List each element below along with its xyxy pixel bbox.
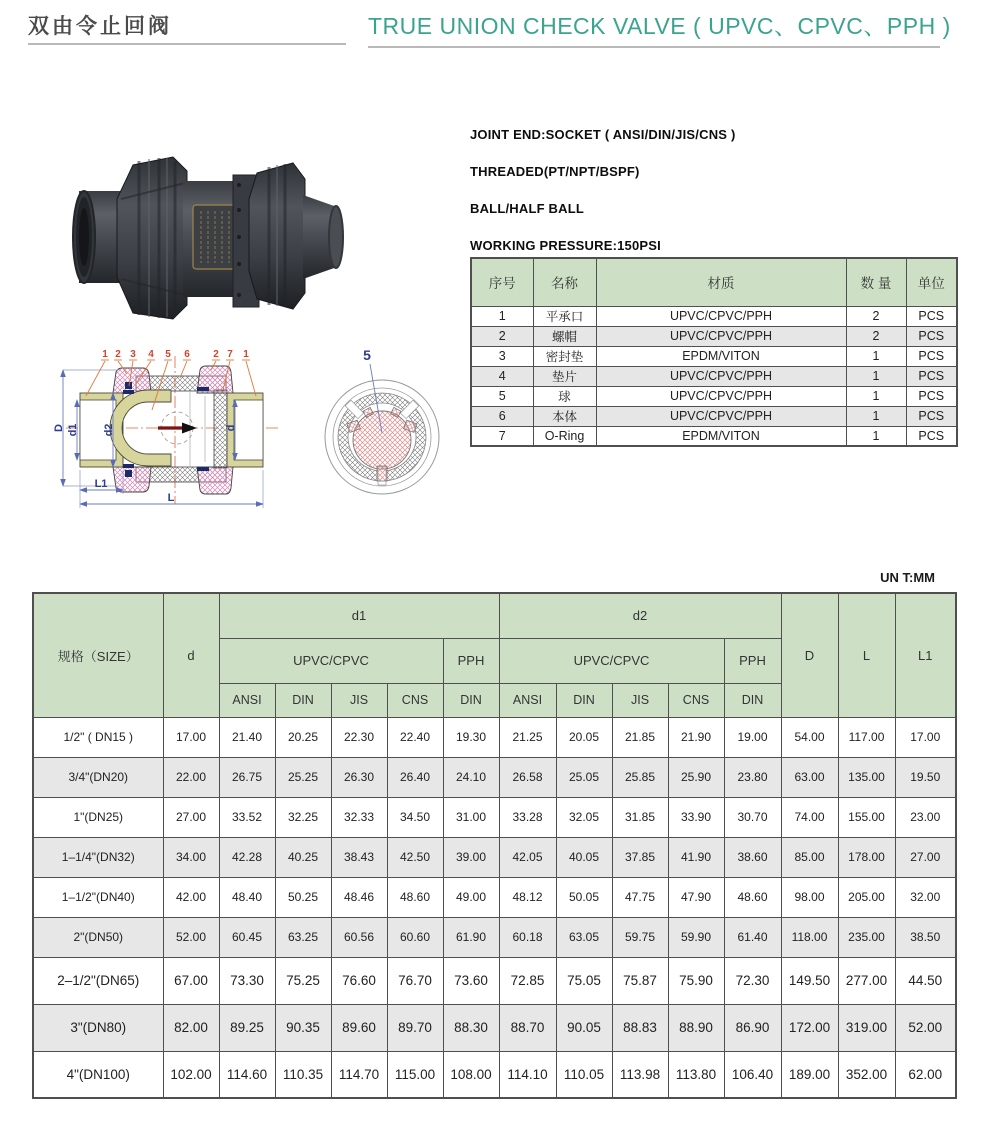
part-name: 球 [533, 386, 596, 406]
part-name: O-Ring [533, 426, 596, 446]
dim-L: 277.00 [838, 957, 895, 1004]
dim-label-L1: L1 [94, 478, 108, 490]
dim-D: 98.00 [781, 877, 838, 917]
group-upvc-cpvc-d1: UPVC/CPVC [219, 638, 443, 683]
dim-d1-cns: 22.40 [387, 717, 443, 757]
dim-label-D: D [53, 424, 65, 432]
part-name: 密封垫 [533, 346, 596, 366]
dim-d1-jis: 48.46 [331, 877, 387, 917]
dim-d2-pph-din: 23.80 [724, 757, 781, 797]
part-unit: PCS [906, 346, 957, 366]
dim-d2-jis: 25.85 [612, 757, 668, 797]
part-name: 平承口 [533, 306, 596, 326]
dim-d: 102.00 [163, 1051, 219, 1098]
dimension-table-row [33, 837, 956, 877]
parts-table-row [471, 306, 957, 326]
dim-d1-jis: 32.33 [331, 797, 387, 837]
parts-table-row [471, 366, 957, 386]
dim-d1-jis: 22.30 [331, 717, 387, 757]
part-no: 1 [471, 306, 533, 326]
parts-table-body [471, 306, 957, 446]
spec-line: BALL/HALF BALL [470, 201, 584, 216]
dim-size: 2–1/2"(DN65) [33, 957, 163, 1004]
group-d1: d1 [219, 593, 499, 638]
dim-d2-jis: 31.85 [612, 797, 668, 837]
dim-d2-cns: 25.90 [668, 757, 724, 797]
dim-d1-ansi: 21.40 [219, 717, 275, 757]
part-number: 4 [148, 349, 154, 360]
part-number: 5 [165, 349, 171, 360]
spec-line: WORKING PRESSURE:150PSI [470, 238, 661, 253]
dim-d1-din: 40.25 [275, 837, 331, 877]
parts-header-cell: 序号 [471, 258, 533, 306]
dim-d2-cns: 88.90 [668, 1004, 724, 1051]
part-qty: 2 [846, 306, 906, 326]
dim-size: 2"(DN50) [33, 917, 163, 957]
dim-d2-cns: 59.90 [668, 917, 724, 957]
dim-d2-din: 110.05 [556, 1051, 612, 1098]
dimension-table-row [33, 957, 956, 1004]
group-upvc-cpvc-d2: UPVC/CPVC [499, 638, 724, 683]
dim-d1-cns: 34.50 [387, 797, 443, 837]
dim-size: 4"(DN100) [33, 1051, 163, 1098]
parts-table [470, 257, 958, 447]
part-unit: PCS [906, 366, 957, 386]
spec-text-block [470, 116, 736, 264]
dim-d2-ansi: 72.85 [499, 957, 556, 1004]
parts-header-cell: 数 量 [846, 258, 906, 306]
part-material: UPVC/CPVC/PPH [596, 326, 846, 346]
dim-d1-din: 63.25 [275, 917, 331, 957]
dim-label-d: d [225, 424, 237, 432]
dim-d1-din: 32.25 [275, 797, 331, 837]
dim-d2-ansi: 88.70 [499, 1004, 556, 1051]
dim-label-L: L [167, 492, 175, 504]
dim-d1-ansi: 89.25 [219, 1004, 275, 1051]
dim-d2-ansi: 114.10 [499, 1051, 556, 1098]
standard-header-cell: DIN [556, 683, 612, 717]
dim-D: 63.00 [781, 757, 838, 797]
dim-L1: 32.00 [895, 877, 956, 917]
part-qty: 2 [846, 326, 906, 346]
dim-d1-pph-din: 24.10 [443, 757, 499, 797]
part-number: 1 [102, 349, 108, 360]
part-number: 1 [243, 349, 249, 360]
valve-photo-graphic [73, 157, 343, 319]
dim-d2-cns: 113.80 [668, 1051, 724, 1098]
part-qty: 1 [846, 426, 906, 446]
part-qty: 1 [846, 346, 906, 366]
dim-d2-din: 63.05 [556, 917, 612, 957]
dim-d: 17.00 [163, 717, 219, 757]
part-unit: PCS [906, 406, 957, 426]
page-title-english: TRUE UNION CHECK VALVE ( UPVC、CPVC、PPH ) [368, 13, 951, 39]
dim-d1-pph-din: 108.00 [443, 1051, 499, 1098]
part-material: EPDM/VITON [596, 426, 846, 446]
parts-header-cell: 材质 [596, 258, 846, 306]
col-size: 规格（SIZE） [33, 593, 163, 717]
dim-D: 172.00 [781, 1004, 838, 1051]
dim-L: 319.00 [838, 1004, 895, 1051]
dim-d1-pph-din: 19.30 [443, 717, 499, 757]
dim-L1: 27.00 [895, 837, 956, 877]
parts-header-cell: 单位 [906, 258, 957, 306]
dim-d2-jis: 113.98 [612, 1051, 668, 1098]
dim-d1-cns: 42.50 [387, 837, 443, 877]
part-name: 垫片 [533, 366, 596, 386]
dim-d2-pph-din: 106.40 [724, 1051, 781, 1098]
dim-d2-cns: 21.90 [668, 717, 724, 757]
part-no: 4 [471, 366, 533, 386]
dim-d: 34.00 [163, 837, 219, 877]
dim-d2-ansi: 48.12 [499, 877, 556, 917]
dim-d1-cns: 48.60 [387, 877, 443, 917]
dim-d2-pph-din: 86.90 [724, 1004, 781, 1051]
standard-header-cell: JIS [612, 683, 668, 717]
dim-size: 1–1/4"(DN32) [33, 837, 163, 877]
dim-d1-pph-din: 49.00 [443, 877, 499, 917]
part-name: 螺帽 [533, 326, 596, 346]
spec-line: JOINT END:SOCKET ( ANSI/DIN/JIS/CNS ) [470, 127, 736, 142]
dimension-table-row [33, 757, 956, 797]
dim-L: 178.00 [838, 837, 895, 877]
dim-d2-ansi: 26.58 [499, 757, 556, 797]
standard-header-cell: CNS [387, 683, 443, 717]
dim-d1-din: 25.25 [275, 757, 331, 797]
dim-d1-pph-din: 39.00 [443, 837, 499, 877]
dim-d1-cns: 76.70 [387, 957, 443, 1004]
dim-d2-din: 40.05 [556, 837, 612, 877]
dim-L1: 17.00 [895, 717, 956, 757]
dim-d1-ansi: 33.52 [219, 797, 275, 837]
dim-d1-ansi: 60.45 [219, 917, 275, 957]
dim-d2-jis: 75.87 [612, 957, 668, 1004]
part-no: 3 [471, 346, 533, 366]
part-number: 3 [130, 349, 136, 360]
dim-d2-din: 25.05 [556, 757, 612, 797]
dimension-table-row [33, 1051, 956, 1098]
dim-d1-din: 50.25 [275, 877, 331, 917]
part-qty: 1 [846, 386, 906, 406]
dim-d2-jis: 88.83 [612, 1004, 668, 1051]
title-underline-left [28, 43, 346, 45]
dim-d2-din: 75.05 [556, 957, 612, 1004]
dim-d2-din: 90.05 [556, 1004, 612, 1051]
dim-d2-ansi: 21.25 [499, 717, 556, 757]
standard-header-cell: CNS [668, 683, 724, 717]
title-underline-right [368, 46, 940, 48]
dim-d2-cns: 47.90 [668, 877, 724, 917]
dim-L1: 38.50 [895, 917, 956, 957]
dim-d1-cns: 89.70 [387, 1004, 443, 1051]
part-no: 2 [471, 326, 533, 346]
parts-table-row [471, 346, 957, 366]
part-number: 2 [115, 349, 121, 360]
part-unit: PCS [906, 326, 957, 346]
standard-header-cell: DIN [275, 683, 331, 717]
dim-d2-ansi: 60.18 [499, 917, 556, 957]
dim-d1-ansi: 48.40 [219, 877, 275, 917]
part-no: 6 [471, 406, 533, 426]
dim-L1: 23.00 [895, 797, 956, 837]
dim-L: 205.00 [838, 877, 895, 917]
col-L: L [838, 593, 895, 717]
dim-d2-jis: 21.85 [612, 717, 668, 757]
dim-L1: 44.50 [895, 957, 956, 1004]
dimension-table-row [33, 797, 956, 837]
dim-d1-din: 75.25 [275, 957, 331, 1004]
dim-d2-ansi: 33.28 [499, 797, 556, 837]
dim-d1-cns: 60.60 [387, 917, 443, 957]
dimension-table-row [33, 877, 956, 917]
standard-header-cell: ANSI [499, 683, 556, 717]
dim-D: 149.50 [781, 957, 838, 1004]
dim-size: 1/2" ( DN15 ) [33, 717, 163, 757]
dim-d1-din: 110.35 [275, 1051, 331, 1098]
dim-d1-din: 90.35 [275, 1004, 331, 1051]
dim-d1-pph-din: 61.90 [443, 917, 499, 957]
dimension-table-row [33, 717, 956, 757]
standard-header-cell: ANSI [219, 683, 275, 717]
col-L1: L1 [895, 593, 956, 717]
product-photo [55, 95, 455, 335]
dim-d2-jis: 59.75 [612, 917, 668, 957]
dim-d2-pph-din: 72.30 [724, 957, 781, 1004]
dim-label-d2: d2 [103, 423, 115, 437]
parts-table-row [471, 406, 957, 426]
part-name: 本体 [533, 406, 596, 426]
dim-d2-din: 20.05 [556, 717, 612, 757]
dim-D: 118.00 [781, 917, 838, 957]
dim-L: 352.00 [838, 1051, 895, 1098]
dim-label-d1: d1 [67, 423, 79, 437]
dim-d1-jis: 76.60 [331, 957, 387, 1004]
dim-d1-ansi: 73.30 [219, 957, 275, 1004]
part-material: UPVC/CPVC/PPH [596, 306, 846, 326]
part-no: 7 [471, 426, 533, 446]
dim-L: 117.00 [838, 717, 895, 757]
dim-d1-pph-din: 88.30 [443, 1004, 499, 1051]
part-number: 2 [213, 349, 219, 360]
parts-table-row [471, 426, 957, 446]
spec-line: THREADED(PT/NPT/BSPF) [470, 164, 640, 179]
dim-d1-ansi: 26.75 [219, 757, 275, 797]
parts-header-row [471, 258, 957, 306]
dim-D: 85.00 [781, 837, 838, 877]
part-unit: PCS [906, 386, 957, 406]
dim-size: 3"(DN80) [33, 1004, 163, 1051]
dim-d2-din: 50.05 [556, 877, 612, 917]
dim-d2-pph-din: 30.70 [724, 797, 781, 837]
dim-L: 235.00 [838, 917, 895, 957]
dim-size: 1–1/2"(DN40) [33, 877, 163, 917]
dim-d: 67.00 [163, 957, 219, 1004]
dim-d1-jis: 89.60 [331, 1004, 387, 1051]
dimension-table-row [33, 917, 956, 957]
dim-d: 42.00 [163, 877, 219, 917]
part-number: 6 [184, 349, 190, 360]
dim-L1: 52.00 [895, 1004, 956, 1051]
part-unit: PCS [906, 306, 957, 326]
group-pph-d2: PPH [724, 638, 781, 683]
dim-d1-pph-din: 73.60 [443, 957, 499, 1004]
part-qty: 1 [846, 366, 906, 386]
dim-size: 3/4"(DN20) [33, 757, 163, 797]
dim-d2-ansi: 42.05 [499, 837, 556, 877]
dim-d1-din: 20.25 [275, 717, 331, 757]
parts-header-cell: 名称 [533, 258, 596, 306]
dim-header-row-groups [33, 593, 956, 638]
part-number: 7 [227, 349, 233, 360]
dim-d1-jis: 26.30 [331, 757, 387, 797]
dim-d1-cns: 115.00 [387, 1051, 443, 1098]
dim-d: 22.00 [163, 757, 219, 797]
dim-L1: 19.50 [895, 757, 956, 797]
dim-d2-pph-din: 61.40 [724, 917, 781, 957]
dim-d1-cns: 26.40 [387, 757, 443, 797]
dim-D: 189.00 [781, 1051, 838, 1098]
unit-note: UN T:MM [880, 570, 935, 585]
part-material: UPVC/CPVC/PPH [596, 406, 846, 426]
dim-L1: 62.00 [895, 1051, 956, 1098]
standard-header-cell: DIN [724, 683, 781, 717]
dimension-table [32, 592, 957, 1099]
ball-detail-view [325, 347, 439, 494]
dim-d1-jis: 38.43 [331, 837, 387, 877]
dim-d2-cns: 41.90 [668, 837, 724, 877]
parts-table-row [471, 386, 957, 406]
dim-d2-jis: 37.85 [612, 837, 668, 877]
col-D: D [781, 593, 838, 717]
flow-arrow [182, 423, 197, 434]
detail-part-number: 5 [363, 347, 371, 363]
dim-d: 27.00 [163, 797, 219, 837]
dim-d1-ansi: 42.28 [219, 837, 275, 877]
standard-header-cell: JIS [331, 683, 387, 717]
dim-d1-jis: 114.70 [331, 1051, 387, 1098]
dimension-table-row [33, 1004, 956, 1051]
group-d2: d2 [499, 593, 781, 638]
part-material: EPDM/VITON [596, 346, 846, 366]
dim-d2-pph-din: 38.60 [724, 837, 781, 877]
dim-d: 82.00 [163, 1004, 219, 1051]
dim-d1-ansi: 114.60 [219, 1051, 275, 1098]
part-material: UPVC/CPVC/PPH [596, 386, 846, 406]
dim-d1-pph-din: 31.00 [443, 797, 499, 837]
dim-d2-cns: 33.90 [668, 797, 724, 837]
dim-d2-din: 32.05 [556, 797, 612, 837]
dim-D: 54.00 [781, 717, 838, 757]
dim-D: 74.00 [781, 797, 838, 837]
part-unit: PCS [906, 426, 957, 446]
dim-d2-cns: 75.90 [668, 957, 724, 1004]
group-pph-d1: PPH [443, 638, 499, 683]
part-qty: 1 [846, 406, 906, 426]
dim-d: 52.00 [163, 917, 219, 957]
parts-table-row [471, 326, 957, 346]
dim-d2-jis: 47.75 [612, 877, 668, 917]
dim-L: 155.00 [838, 797, 895, 837]
dim-d2-pph-din: 48.60 [724, 877, 781, 917]
part-material: UPVC/CPVC/PPH [596, 366, 846, 386]
page-title-chinese: 双由令止回阀 [28, 15, 172, 38]
dim-L: 135.00 [838, 757, 895, 797]
col-d: d [163, 593, 219, 717]
dim-d1-jis: 60.56 [331, 917, 387, 957]
technical-drawing [30, 330, 470, 528]
part-no: 5 [471, 386, 533, 406]
dimension-table-body [33, 717, 956, 1098]
dim-size: 1"(DN25) [33, 797, 163, 837]
dim-d2-pph-din: 19.00 [724, 717, 781, 757]
standard-header-cell: DIN [443, 683, 499, 717]
